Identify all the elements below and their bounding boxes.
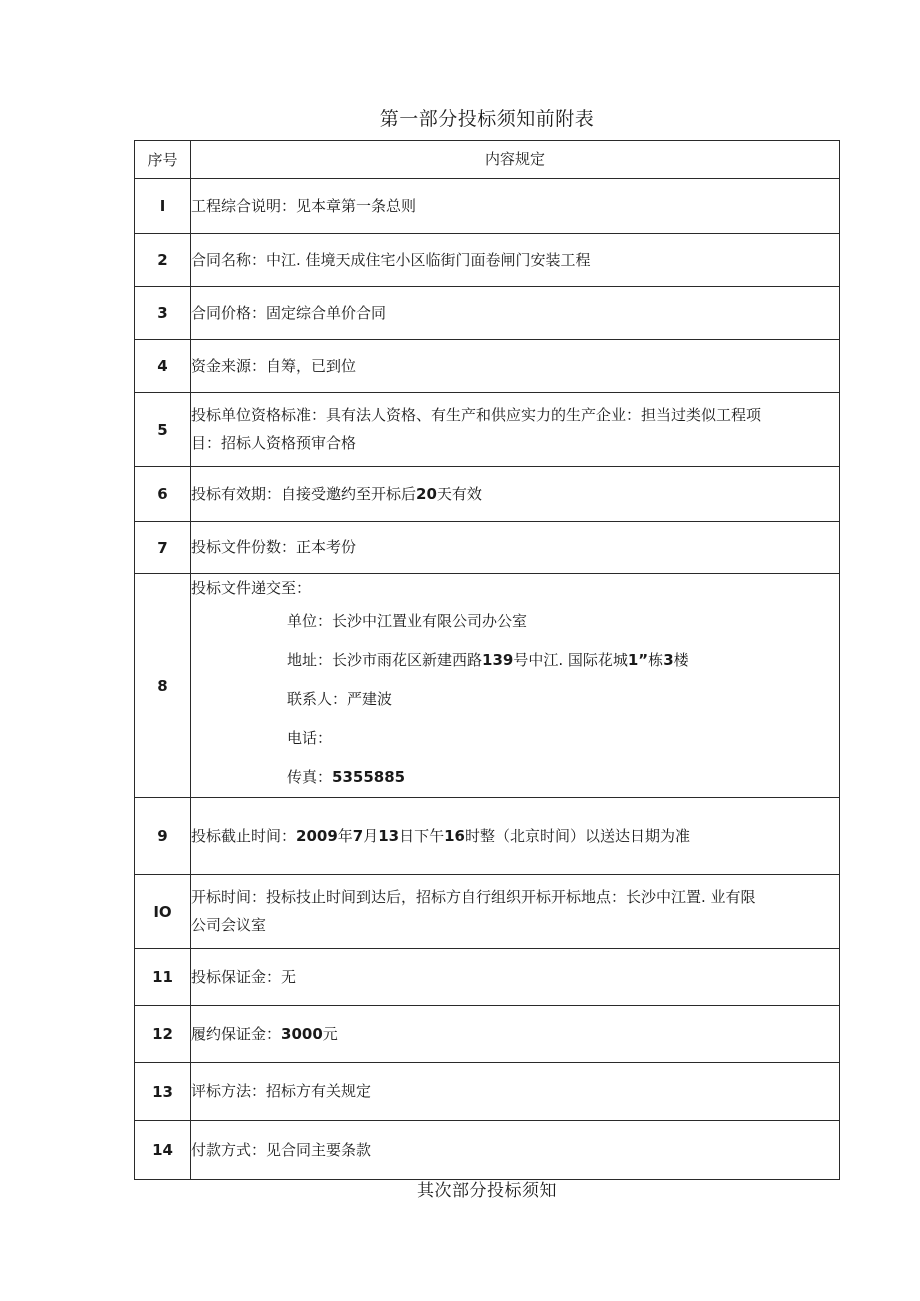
number-value: 16 [444, 826, 465, 845]
table-header-row [135, 141, 840, 179]
table-row [135, 287, 840, 340]
row-no: 7 [135, 522, 191, 574]
number-value: 1” [627, 651, 649, 669]
text-fragment: 元 [322, 1024, 338, 1043]
section-title: 其次部分投标须知 [417, 1181, 557, 1201]
text-fragment: 时整（北京时间）以送达日期为准 [465, 826, 691, 845]
number-value: 7 [352, 826, 364, 845]
table-row [135, 798, 840, 875]
text-fragment: 月 [363, 826, 379, 845]
table-row [135, 949, 840, 1006]
row-no: 11 [135, 949, 191, 1006]
table-row [135, 1063, 840, 1121]
row-content-line: 公司会议室 [191, 916, 267, 934]
table-row [135, 234, 840, 287]
text-fragment: 楼 [673, 651, 689, 669]
number-value: 20 [416, 484, 437, 503]
header-no: 序号 [135, 141, 191, 179]
text-fragment: 年 [337, 826, 353, 845]
text-fragment: 号中江. 国际花城 [513, 651, 628, 669]
row-content: 工程综合说明：见本章第一条总则 [191, 179, 840, 234]
row-no: 9 [135, 798, 191, 875]
text-fragment: 履约保证金： [191, 1024, 282, 1043]
row-no: 13 [135, 1063, 191, 1121]
row-content: 付款方式：见合同主要条款 [191, 1121, 840, 1180]
row-no: IO [135, 875, 191, 949]
delivery-address [191, 641, 839, 680]
row-no: I [135, 179, 191, 234]
row-content-line: 投标单位资格标准：具有法人资格、有生产和供应实力的生产企业：担当过类似工程项 [191, 406, 762, 424]
row-no: 5 [135, 393, 191, 467]
row-content [191, 1006, 840, 1063]
row-content [191, 798, 840, 875]
row-no: 3 [135, 287, 191, 340]
row-no: 2 [135, 234, 191, 287]
row-content [191, 875, 840, 949]
delivery-phone: 电话： [287, 729, 333, 747]
table-row [135, 179, 840, 234]
delivery-unit: 单位：长沙中江置业有限公司办公室 [287, 612, 528, 630]
bid-notice-table [134, 140, 840, 1180]
row-no: 12 [135, 1006, 191, 1063]
text-fragment: 栋 [648, 651, 664, 669]
number-value: 139 [482, 651, 514, 669]
row-content [191, 467, 840, 522]
delivery-fax [191, 758, 839, 797]
table-row [135, 467, 840, 522]
text-fragment: 天有效 [436, 484, 482, 503]
text-fragment: 日下午 [399, 826, 445, 845]
table-row [135, 1121, 840, 1180]
row-content-line: 目：招标人资格预审合格 [191, 434, 357, 452]
row-content: 投标保证金：无 [191, 949, 840, 1006]
row-content: 合同价格：固定综合单价合同 [191, 287, 840, 340]
text-fragment: 传真： [287, 768, 333, 786]
page-title: 第一部分投标须知前附表 [379, 108, 595, 130]
row-no: 4 [135, 340, 191, 393]
delivery-heading: 投标文件递交至： [191, 579, 312, 597]
delivery-contact: 联系人：严建波 [287, 690, 393, 708]
row-content [191, 574, 840, 798]
number-value: 5355885 [332, 768, 406, 786]
table-row [135, 393, 840, 467]
number-value: 13 [378, 826, 400, 845]
table-row [135, 574, 840, 798]
text-fragment: 投标截止时间： [191, 826, 297, 845]
table-row [135, 340, 840, 393]
row-content: 合同名称：中江. 佳境天成住宅小区临街门面卷闸门安装工程 [191, 234, 840, 287]
header-content: 内容规定 [191, 141, 840, 179]
text-fragment: 地址：长沙市雨花区新建西路 [287, 651, 483, 669]
number-value: 2009 [296, 826, 338, 845]
row-content-line: 开标时间：投标技止时间到达后，招标方自行组织开标开标地点：长沙中江置. 业有限 [191, 888, 756, 906]
number-value: 3 [663, 651, 674, 669]
row-no: 6 [135, 467, 191, 522]
table-row [135, 875, 840, 949]
row-no: 14 [135, 1121, 191, 1180]
row-content: 投标文件份数：正本考份 [191, 522, 840, 574]
row-content: 资金来源：自筹，已到位 [191, 340, 840, 393]
table-row [135, 1006, 840, 1063]
table-row [135, 522, 840, 574]
row-content: 评标方法：招标方有关规定 [191, 1063, 840, 1121]
row-content [191, 393, 840, 467]
text-fragment: 投标有效期：自接受邀约至开标后 [191, 484, 417, 503]
row-no: 8 [135, 574, 191, 798]
number-value: 3000 [281, 1024, 323, 1043]
